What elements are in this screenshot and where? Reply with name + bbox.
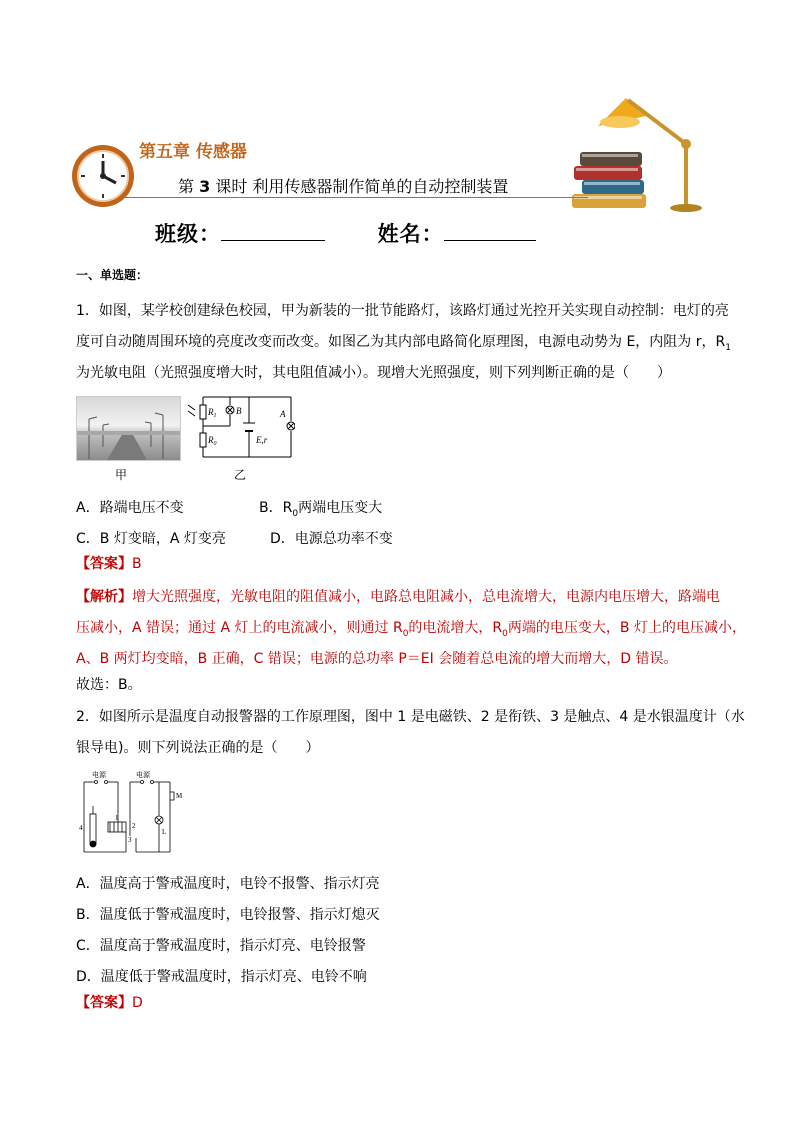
- q1-option-c[interactable]: C．B 灯变暗，A 灯变亮: [76, 531, 226, 547]
- q1-option-a[interactable]: A．路端电压不变: [76, 500, 184, 516]
- label-m: M: [176, 792, 183, 800]
- q1-option-d[interactable]: D．电源总功率不变: [270, 531, 393, 547]
- header-rule: [118, 197, 588, 198]
- label-l: L: [162, 828, 167, 836]
- q1-conclusion: 故选：B。: [76, 677, 142, 693]
- q1-answer: 【答案】B: [76, 556, 142, 572]
- q2-option-a[interactable]: A．温度高于警戒温度时，电铃不报警、指示灯亮: [76, 876, 380, 892]
- q1-analysis-line1: 【解析】增大光照强度，光敏电阻的阻值减小，电路总电阻减小，总电流增大，电源内电压增大，路端电: [76, 589, 720, 605]
- q2-option-c[interactable]: C．温度高于警戒温度时，指示灯亮、电铃报警: [76, 938, 366, 954]
- street-lamp-photo: [76, 396, 181, 461]
- q1-stem-line2: 度可自动随周围环境的亮度改变而改变。如图乙为其内部电路简化原理图，电源电动势为 E，内阻为 r，$R_1$: [76, 334, 731, 353]
- q2-answer: 【答案】D: [76, 995, 143, 1011]
- fig-label-yi: 乙: [234, 468, 247, 482]
- section-title: 一、单选题：: [76, 268, 149, 282]
- circuit-r0: $R_0$: [208, 435, 217, 447]
- name-blank[interactable]: [444, 222, 536, 241]
- class-name-row: [155, 218, 536, 248]
- alarm-circuit-diagram: [74, 768, 192, 858]
- class-blank[interactable]: [221, 222, 325, 241]
- class-label: 班级：: [155, 222, 221, 246]
- circuit-r1: $R_1$: [208, 407, 217, 419]
- q1-stem-line1: 1．如图，某学校创建绿色校园，甲为新装的一批节能路灯，该路灯通过光控开关实现自动控制：电灯的亮: [76, 303, 729, 319]
- q2-option-b[interactable]: B．温度低于警戒温度时，电铃报警、指示灯熄灭: [76, 907, 380, 923]
- fig-label-jia: 甲: [115, 468, 128, 482]
- label-1: 1: [115, 814, 119, 822]
- q1-analysis-line3: A、B 两灯均变暗，B 正确，C 错误；电源的总功率 P＝EI 会随着总电流的增大而增大，D 错误。: [76, 651, 678, 667]
- q2-stem-line2: 银导电)。则下列说法正确的是（ ）: [76, 740, 320, 756]
- q1-analysis-line2: 压减小，A 错误；通过 A 灯上的电流减小，则通过 $R_0$的电流增大，$R_0$两端的电压变大，B 灯上的电压减小，: [76, 620, 746, 639]
- lesson-title: 第 3 课时 利用传感器制作简单的自动控制装置: [178, 177, 509, 196]
- circuit-b: B: [236, 406, 242, 416]
- q1-stem-line3: 为光敏电阻（光照强度增大时，其电阻值减小）。现增大光照强度，则下列判断正确的是（ ）: [76, 365, 671, 381]
- chapter-title: 第五章 传感器: [139, 142, 247, 162]
- clock-icon: [70, 143, 136, 209]
- power-label-2: 电源: [136, 771, 150, 779]
- circuit-diagram: [183, 393, 295, 461]
- label-4: 4: [79, 824, 83, 832]
- label-3: 3: [128, 836, 132, 844]
- books-lamp-illustration: [568, 92, 718, 217]
- circuit-er: E,r: [256, 435, 268, 445]
- label-2: 2: [132, 822, 136, 830]
- name-label: 姓名：: [377, 222, 444, 246]
- circuit-a: A: [280, 409, 286, 419]
- power-label-1: 电源: [92, 771, 106, 779]
- q2-option-d[interactable]: D．温度低于警戒温度时，指示灯亮、电铃不响: [76, 969, 367, 985]
- q1-option-b[interactable]: B．$R_0$两端电压变大: [259, 500, 383, 519]
- q2-stem-line1: 2．如图所示是温度自动报警器的工作原理图，图中 1 是电磁铁、2 是衔铁、3 是触点、4 是水银温度计（水: [76, 709, 745, 725]
